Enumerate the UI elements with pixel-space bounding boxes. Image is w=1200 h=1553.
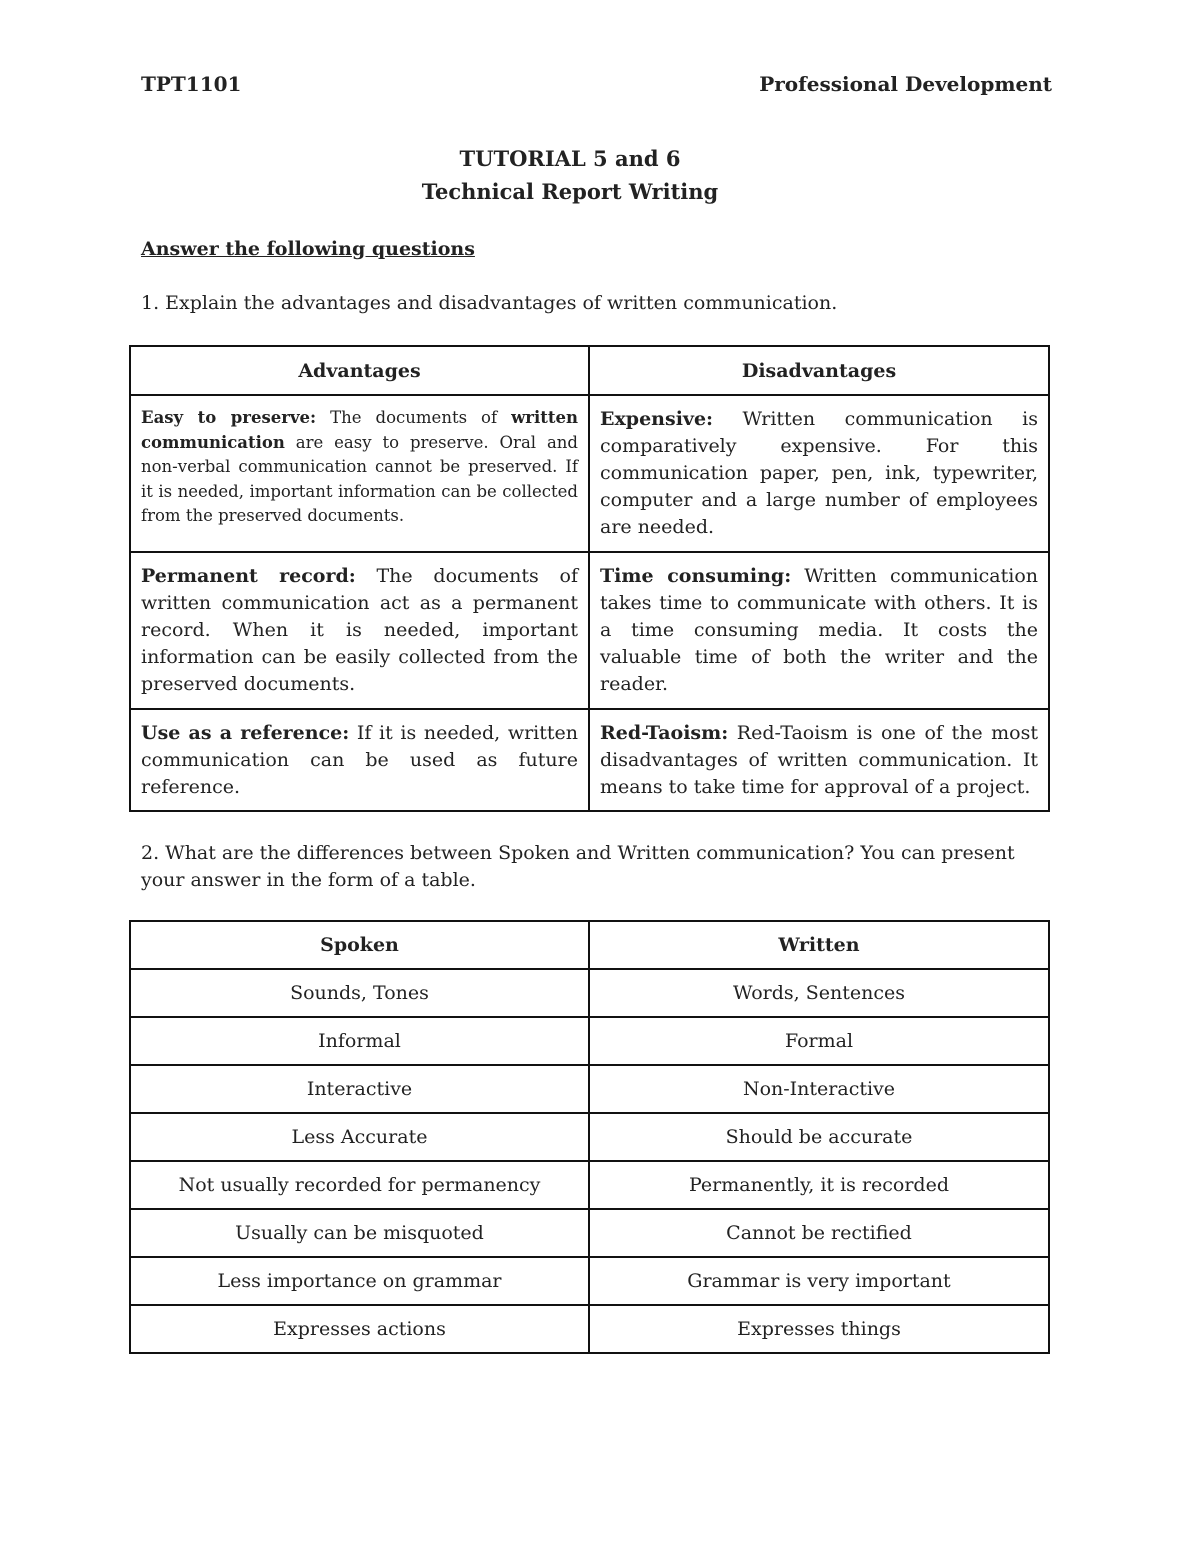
disadvantage-cell (589, 552, 1049, 709)
spoken-cell: Informal (130, 1017, 589, 1065)
written-cell: Cannot be rectified (589, 1209, 1049, 1257)
disadvantage-term: Time consuming: (600, 565, 792, 587)
course-code: TPT1101 (141, 72, 242, 96)
disadvantage-term: Red-Taoism: (600, 722, 729, 744)
spoken-cell: Sounds, Tones (130, 969, 589, 1017)
table-row (130, 969, 1049, 1017)
table-row (130, 1305, 1049, 1353)
spoken-written-table (129, 920, 1050, 1354)
spoken-cell: Expresses actions (130, 1305, 589, 1353)
header-spoken: Spoken (130, 921, 589, 969)
table-row (130, 1209, 1049, 1257)
table-row (130, 1017, 1049, 1065)
course-name: Professional Development (759, 72, 1052, 96)
advantage-cell (130, 709, 589, 811)
advantage-term: Use as a reference: (141, 722, 350, 744)
advantage-term: Easy to preserve: (141, 408, 317, 427)
advantage-cell (130, 552, 589, 709)
written-cell: Formal (589, 1017, 1049, 1065)
header-written: Written (589, 921, 1049, 969)
disadvantage-cell (589, 709, 1049, 811)
advantage-text: The documents of (316, 408, 512, 427)
advantage-cell (130, 395, 589, 552)
instructions-heading: Answer the following questions (141, 238, 475, 260)
question-1: 1. Explain the advantages and disadvantages of written communication. (141, 292, 838, 314)
title-line-2: Technical Report Writing (421, 179, 719, 204)
table-row (130, 709, 1049, 811)
title-line-1: TUTORIAL 5 and 6 (459, 146, 681, 171)
written-cell: Words, Sentences (589, 969, 1049, 1017)
table-row (130, 1065, 1049, 1113)
spoken-cell: Usually can be misquoted (130, 1209, 589, 1257)
disadvantage-text: Written communication is comparatively expensive. For this communication paper, pen, ink, typewriter, computer and a large number of employees are needed. (600, 408, 1038, 538)
table-row (130, 1257, 1049, 1305)
table-header-row (130, 921, 1049, 969)
disadvantage-text: Red-Taoism is one of the most disadvantages of written communication. It means to take time for approval of a project. (600, 722, 1038, 798)
disadvantage-text: Written communication takes time to communicate with others. It is a time consuming media. It costs the valuable time of both the writer and the reader. (600, 565, 1038, 695)
header-disadvantages: Disadvantages (589, 346, 1049, 395)
header-advantages: Advantages (130, 346, 589, 395)
spoken-cell: Less Accurate (130, 1113, 589, 1161)
written-cell: Grammar is very important (589, 1257, 1049, 1305)
written-cell: Expresses things (589, 1305, 1049, 1353)
spoken-cell: Not usually recorded for permanency (130, 1161, 589, 1209)
spoken-cell: Less importance on grammar (130, 1257, 589, 1305)
advantage-bold-text: written communication (141, 408, 578, 452)
table-row (130, 552, 1049, 709)
advantage-text: If it is needed, written communication can be used as future reference. (141, 722, 578, 798)
document-title (0, 142, 1140, 208)
advantage-text: The documents of written communication act as a permanent record. When it is needed, important information can be easily collected from the preserved documents. (141, 565, 578, 695)
table-row (130, 1113, 1049, 1161)
spoken-cell: Interactive (130, 1065, 589, 1113)
disadvantage-cell (589, 395, 1049, 552)
table-row (130, 1161, 1049, 1209)
advantages-disadvantages-table (129, 345, 1050, 812)
disadvantage-term: Expensive: (600, 408, 714, 430)
table-row (130, 395, 1049, 552)
written-cell: Should be accurate (589, 1113, 1049, 1161)
table-header-row (130, 346, 1049, 395)
question-2: 2. What are the differences between Spoken and Written communication? You can present your answer in the form of a table. (141, 842, 1015, 891)
written-cell: Non-Interactive (589, 1065, 1049, 1113)
advantage-term: Permanent record: (141, 565, 356, 587)
written-cell: Permanently, it is recorded (589, 1161, 1049, 1209)
advantage-text: are easy to preserve. Oral and non-verbal communication cannot be preserved. If it is needed, important information can be collected from the preserved documents. (141, 432, 578, 525)
